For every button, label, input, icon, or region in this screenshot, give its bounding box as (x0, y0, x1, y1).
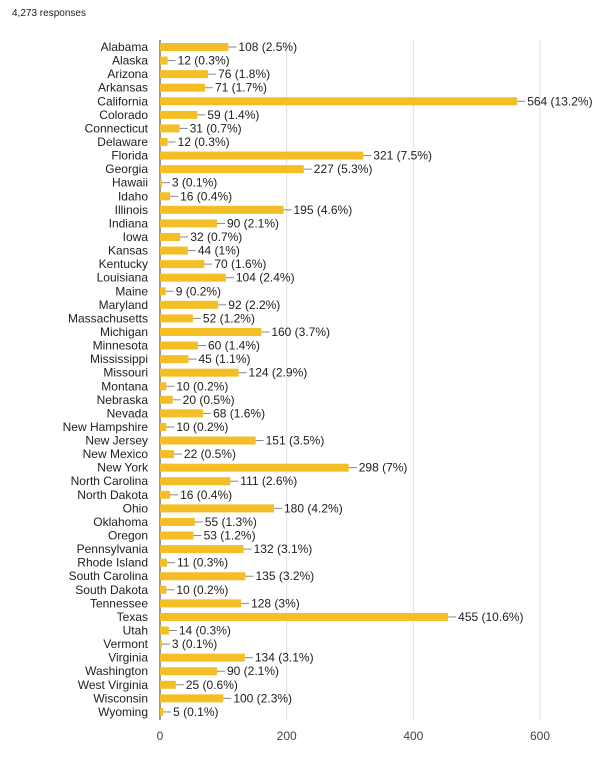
category-label: Montana (101, 379, 148, 394)
bar (160, 152, 363, 160)
category-label: Oklahoma (93, 514, 148, 529)
data-label: 68 (1.6%) (213, 406, 266, 421)
data-label: 71 (1.7%) (214, 80, 267, 95)
x-tick-label: 0 (156, 729, 164, 743)
category-label: South Dakota (75, 582, 148, 597)
bar (160, 423, 166, 431)
category-label: Virginia (108, 650, 148, 665)
category-label: New Hampshire (62, 419, 148, 434)
category-label: Minnesota (92, 338, 148, 353)
category-label: New Mexico (82, 447, 148, 462)
bar (160, 450, 174, 458)
category-label: Arizona (107, 67, 148, 82)
bar (160, 369, 239, 377)
bar (160, 57, 168, 65)
bar (160, 491, 170, 499)
x-tick-label: 400 (403, 729, 424, 743)
category-label: Wisconsin (93, 691, 148, 706)
category-label: Louisiana (96, 270, 148, 285)
bar (160, 477, 230, 485)
category-label: New Jersey (85, 433, 148, 448)
category-label: Rhode Island (77, 555, 148, 570)
bar (160, 382, 166, 390)
category-label: Nevada (106, 406, 148, 421)
data-label: 16 (0.4%) (180, 189, 233, 204)
data-label: 76 (1.8%) (218, 67, 271, 82)
bar (160, 667, 217, 675)
data-label: 298 (7%) (358, 460, 408, 475)
data-label: 10 (0.2%) (176, 419, 229, 434)
category-label: West Virginia (77, 677, 148, 692)
data-label: 70 (1.6%) (214, 257, 267, 272)
category-label: Maine (115, 284, 148, 299)
category-label: Washington (85, 664, 148, 679)
bar (160, 260, 204, 268)
response-count: 4,273 responses (12, 8, 86, 19)
category-label: Ohio (122, 501, 148, 516)
category-label: Kentucky (98, 257, 148, 272)
data-label: 10 (0.2%) (176, 582, 229, 597)
category-label: Indiana (108, 216, 148, 231)
bar (160, 328, 261, 336)
data-label: 104 (2.4%) (235, 270, 295, 285)
bar (160, 355, 189, 363)
bar (160, 545, 244, 553)
category-label: Georgia (105, 162, 148, 177)
bar (160, 599, 241, 607)
category-label: Iowa (122, 229, 148, 244)
bar (160, 627, 169, 635)
data-label: 9 (0.2%) (175, 284, 222, 299)
data-label: 128 (3%) (251, 596, 300, 611)
category-label: South Carolina (68, 569, 148, 584)
data-label: 44 (1%) (197, 243, 240, 258)
category-label: Texas (116, 609, 148, 624)
bar (160, 396, 173, 404)
data-label: 16 (0.4%) (180, 487, 233, 502)
bar (160, 206, 284, 214)
bar (160, 165, 304, 173)
category-label: California (97, 94, 148, 109)
data-label: 90 (2.1%) (227, 664, 280, 679)
bar (160, 464, 349, 472)
data-label: 195 (4.6%) (293, 202, 353, 217)
data-label: 227 (5.3%) (313, 162, 373, 177)
bar (160, 572, 246, 580)
data-label: 90 (2.1%) (227, 216, 280, 231)
bar (160, 532, 194, 540)
data-label: 20 (0.5%) (182, 392, 235, 407)
data-label: 160 (3.7%) (271, 324, 331, 339)
data-label: 3 (0.1%) (171, 175, 218, 190)
category-label: North Dakota (77, 487, 148, 502)
category-label: Pennsylvania (76, 542, 148, 557)
bar (160, 43, 228, 51)
data-label: 135 (3.2%) (255, 569, 315, 584)
data-label: 25 (0.6%) (185, 677, 238, 692)
bar (160, 287, 166, 295)
data-label: 134 (3.1%) (254, 650, 314, 665)
data-label: 31 (0.7%) (189, 121, 242, 136)
bar (160, 84, 205, 92)
category-label: North Carolina (70, 474, 148, 489)
data-label: 108 (2.5%) (238, 40, 298, 54)
bar (160, 124, 180, 132)
bar (160, 179, 162, 187)
bar (160, 70, 208, 78)
bar (160, 409, 203, 417)
data-label: 55 (1.3%) (204, 514, 257, 529)
bar (160, 586, 166, 594)
category-label: Massachusetts (67, 311, 148, 326)
data-label: 22 (0.5%) (183, 447, 236, 462)
data-label: 111 (2.6%) (240, 474, 298, 489)
data-label: 564 (13.2%) (527, 94, 593, 109)
data-label: 10 (0.2%) (176, 379, 229, 394)
category-label: Colorado (99, 107, 148, 122)
category-label: Arkansas (97, 80, 148, 95)
category-label: Alabama (100, 40, 148, 54)
bar (160, 437, 256, 445)
bar (160, 654, 245, 662)
category-label: Idaho (117, 189, 148, 204)
bar (160, 640, 162, 648)
category-label: Mississippi (89, 352, 148, 367)
x-tick-label: 600 (529, 729, 551, 743)
x-tick-label: 200 (276, 729, 297, 743)
bar (160, 97, 517, 105)
category-label: Oregon (107, 528, 148, 543)
category-label: Wyoming (98, 704, 148, 719)
bar (160, 694, 223, 702)
bar (160, 233, 180, 241)
category-label: Vermont (103, 637, 148, 652)
category-label: Missouri (103, 365, 148, 380)
category-label: Kansas (107, 243, 148, 258)
category-label: Nebraska (96, 392, 148, 407)
bar (160, 342, 198, 350)
data-label: 321 (7.5%) (373, 148, 433, 163)
data-label: 455 (10.6%) (458, 609, 524, 624)
category-label: Tennessee (89, 596, 148, 611)
data-label: 5 (0.1%) (173, 704, 219, 719)
data-label: 92 (2.2%) (228, 297, 281, 312)
bar (160, 708, 163, 716)
bar (160, 518, 195, 526)
category-label: Hawaii (111, 175, 148, 190)
category-label: Delaware (97, 134, 148, 149)
bar (160, 219, 217, 227)
data-label: 151 (3.5%) (265, 433, 325, 448)
bar (160, 247, 188, 255)
bar (160, 504, 274, 512)
bar (160, 559, 167, 567)
labels (63, 40, 593, 743)
category-label: Maryland (98, 297, 148, 312)
data-label: 12 (0.3%) (177, 53, 230, 68)
data-label: 124 (2.9%) (248, 365, 308, 380)
data-label: 59 (1.4%) (207, 107, 260, 122)
bar (160, 314, 193, 322)
data-label: 132 (3.1%) (253, 542, 313, 557)
category-label: Michigan (99, 324, 148, 339)
category-label: Connecticut (84, 121, 148, 136)
bar (160, 192, 170, 200)
data-label: 14 (0.3%) (178, 623, 231, 638)
category-label: Alaska (111, 53, 148, 68)
category-label: New York (97, 460, 148, 475)
category-label: Illinois (114, 202, 148, 217)
bar (160, 274, 226, 282)
category-label: Utah (122, 623, 148, 638)
bar (160, 681, 176, 689)
data-label: 3 (0.1%) (171, 637, 218, 652)
bar (160, 111, 197, 119)
category-label: Florida (111, 148, 148, 163)
data-label: 11 (0.3%) (176, 555, 229, 570)
data-label: 32 (0.7%) (190, 229, 243, 244)
bar (160, 301, 218, 309)
bar (160, 138, 168, 146)
data-label: 45 (1.1%) (198, 352, 251, 367)
data-label: 12 (0.3%) (177, 134, 230, 149)
data-label: 53 (1.2%) (203, 528, 256, 543)
data-label: 100 (2.3%) (233, 691, 293, 706)
bar (160, 613, 448, 621)
data-label: 180 (4.2%) (284, 501, 343, 516)
data-label: 60 (1.4%) (208, 338, 261, 353)
data-label: 52 (1.2%) (202, 311, 255, 326)
